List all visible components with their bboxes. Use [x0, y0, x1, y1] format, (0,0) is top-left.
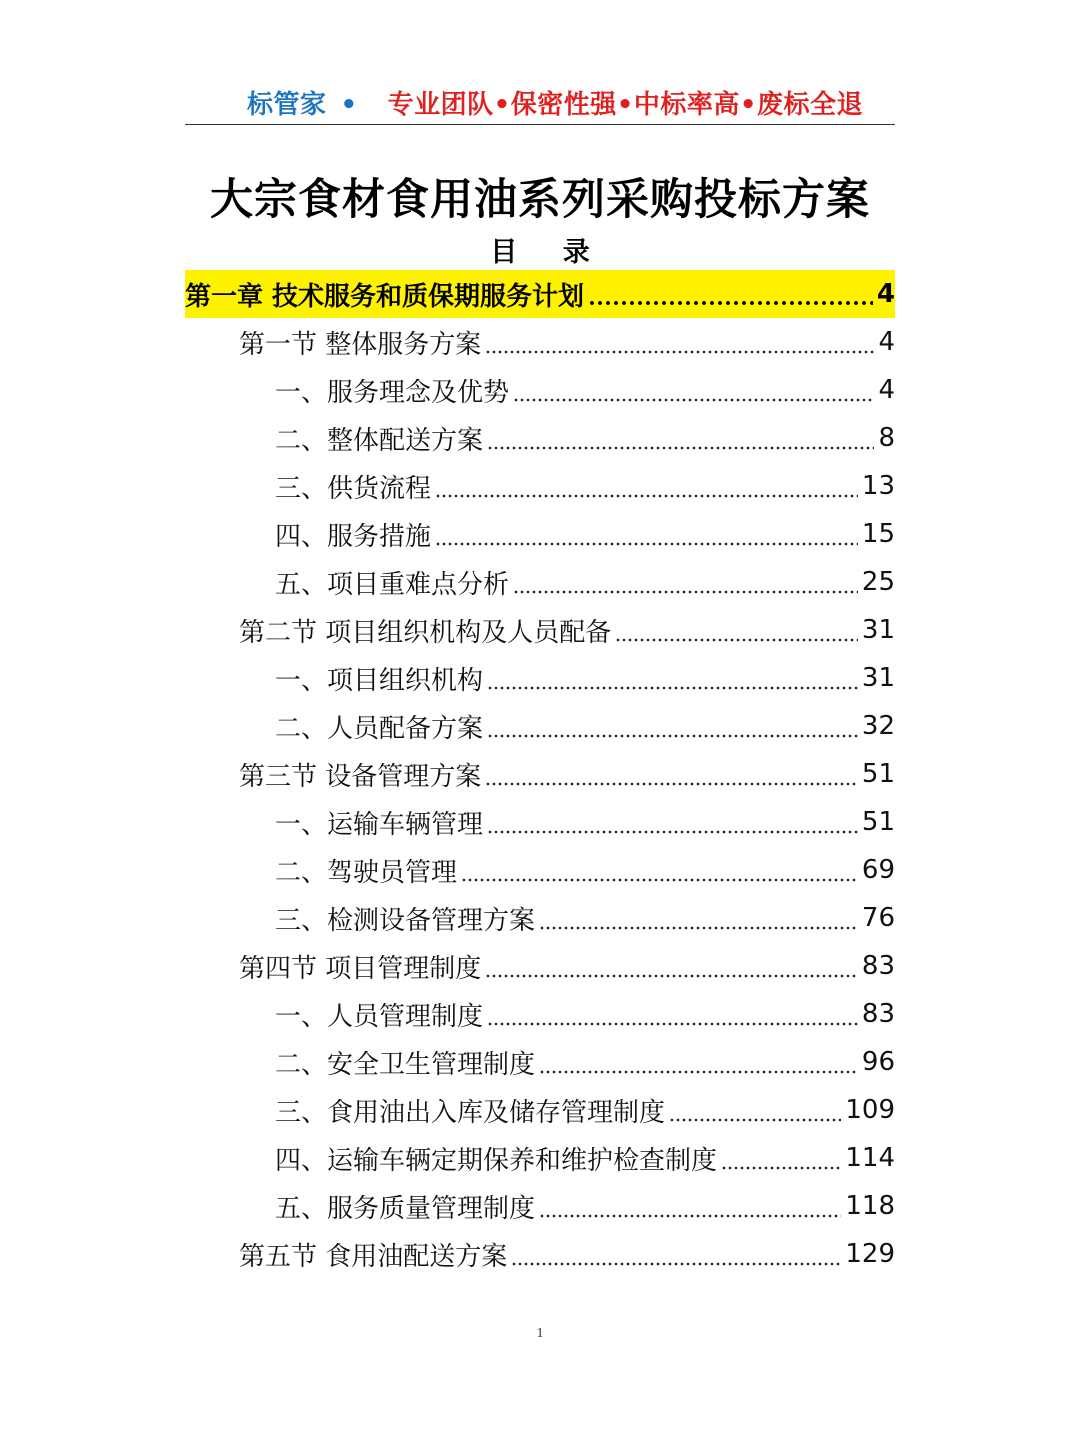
toc-leader-dots: [487, 665, 858, 691]
toc-entry-label: 二、整体配送方案: [275, 425, 484, 456]
toc-entry-label: 二、驾驶员管理: [275, 857, 458, 888]
toc-section-entry[interactable]: [185, 318, 895, 366]
toc-entry-page: 31: [861, 663, 895, 693]
table-of-contents: [185, 270, 895, 1278]
toc-entry-label: 三、检测设备管理方案: [275, 905, 536, 936]
toc-subsection-entry[interactable]: [185, 654, 895, 702]
toc-chapter-entry[interactable]: [185, 270, 895, 318]
toc-entry-label: 二、人员配备方案: [275, 713, 484, 744]
toc-leader-dots: [485, 953, 858, 979]
toc-entry-label: 五、服务质量管理制度: [275, 1193, 536, 1224]
toc-entry-label: 一、运输车辆管理: [275, 809, 484, 840]
toc-entry-label: 第一章 技术服务和质保期服务计划: [185, 281, 585, 312]
toc-leader-dots: [539, 1049, 858, 1075]
toc-section-entry[interactable]: [185, 750, 895, 798]
header-slogan: 专业团队•保密性强•中标率高•废标全退: [387, 90, 863, 120]
toc-entry-page: 15: [861, 519, 895, 549]
toc-entry-page: 83: [861, 951, 895, 981]
toc-entry-label: 第四节 项目管理制度: [239, 953, 482, 984]
toc-subsection-entry[interactable]: [185, 846, 895, 894]
toc-entry-page: 13: [861, 471, 895, 501]
toc-heading: 目 录: [490, 237, 608, 268]
toc-entry-page: 114: [845, 1143, 895, 1173]
toc-leader-dots: [487, 425, 874, 451]
toc-subsection-entry[interactable]: [185, 414, 895, 462]
toc-entry-page: 51: [861, 759, 895, 789]
toc-section-entry[interactable]: [185, 1230, 895, 1278]
toc-leader-dots: [487, 809, 858, 835]
toc-entry-page: 118: [845, 1191, 895, 1221]
header-separator: •: [340, 90, 358, 120]
toc-entry-page: 76: [861, 903, 895, 933]
toc-entry-label: 三、食用油出入库及储存管理制度: [275, 1097, 666, 1128]
toc-entry-label: 四、服务措施: [275, 521, 432, 552]
toc-leader-dots: [485, 329, 874, 355]
toc-leader-dots: [435, 521, 858, 547]
toc-entry-page: 25: [861, 567, 895, 597]
toc-entry-label: 三、供货流程: [275, 473, 432, 504]
toc-entry-label: 第一节 整体服务方案: [239, 329, 482, 360]
toc-entry-page: 31: [861, 615, 895, 645]
toc-entry-page: 8: [878, 423, 895, 453]
toc-section-entry[interactable]: [185, 606, 895, 654]
toc-subsection-entry[interactable]: [185, 1086, 895, 1134]
toc-subsection-entry[interactable]: [185, 990, 895, 1038]
toc-entry-label: 第三节 设备管理方案: [239, 761, 482, 792]
toc-subsection-entry[interactable]: [185, 894, 895, 942]
toc-entry-page: 4: [878, 327, 895, 357]
toc-section-entry[interactable]: [185, 942, 895, 990]
toc-entry-page: 96: [861, 1047, 895, 1077]
toc-entry-page: 4: [876, 279, 895, 309]
toc-subsection-entry[interactable]: [185, 462, 895, 510]
page-header: [185, 78, 895, 125]
toc-leader-dots: [487, 713, 858, 739]
toc-entry-label: 一、项目组织机构: [275, 665, 484, 696]
toc-entry-label: 第二节 项目组织机构及人员配备: [239, 617, 612, 648]
brand-name: 标管家: [247, 90, 327, 120]
toc-entry-page: 129: [845, 1239, 895, 1269]
toc-entry-page: 4: [878, 375, 895, 405]
toc-entry-page: 83: [861, 999, 895, 1029]
toc-entry-page: 69: [861, 855, 895, 885]
page-number: 1: [536, 1326, 544, 1341]
toc-entry-label: 第五节 食用油配送方案: [239, 1241, 508, 1272]
toc-leader-dots: [539, 905, 858, 931]
document-title: 大宗食材食用油系列采购投标方案: [210, 175, 870, 225]
toc-entry-page: 109: [845, 1095, 895, 1125]
toc-subsection-entry[interactable]: [185, 1038, 895, 1086]
toc-leader-dots: [513, 569, 858, 595]
toc-subsection-entry[interactable]: [185, 1182, 895, 1230]
toc-entry-page: 51: [861, 807, 895, 837]
toc-leader-dots: [615, 617, 858, 643]
toc-leader-dots: [461, 857, 858, 883]
toc-entry-label: 一、服务理念及优势: [275, 377, 510, 408]
toc-subsection-entry[interactable]: [185, 558, 895, 606]
toc-leader-dots: [511, 1241, 841, 1267]
toc-subsection-entry[interactable]: [185, 702, 895, 750]
toc-subsection-entry[interactable]: [185, 1134, 895, 1182]
toc-leader-dots: [435, 473, 858, 499]
toc-leader-dots: [588, 281, 873, 307]
toc-entry-label: 四、运输车辆定期保养和维护检查制度: [275, 1145, 718, 1176]
toc-entry-label: 一、人员管理制度: [275, 1001, 484, 1032]
toc-leader-dots: [485, 761, 858, 787]
toc-subsection-entry[interactable]: [185, 510, 895, 558]
toc-leader-dots: [721, 1145, 841, 1171]
header-banner: [247, 84, 863, 121]
toc-leader-dots: [513, 377, 874, 403]
toc-subsection-entry[interactable]: [185, 798, 895, 846]
toc-leader-dots: [539, 1193, 841, 1219]
toc-leader-dots: [669, 1097, 841, 1123]
toc-leader-dots: [487, 1001, 858, 1027]
toc-entry-label: 二、安全卫生管理制度: [275, 1049, 536, 1080]
toc-entry-page: 32: [861, 711, 895, 741]
toc-entry-label: 五、项目重难点分析: [275, 569, 510, 600]
toc-subsection-entry[interactable]: [185, 366, 895, 414]
